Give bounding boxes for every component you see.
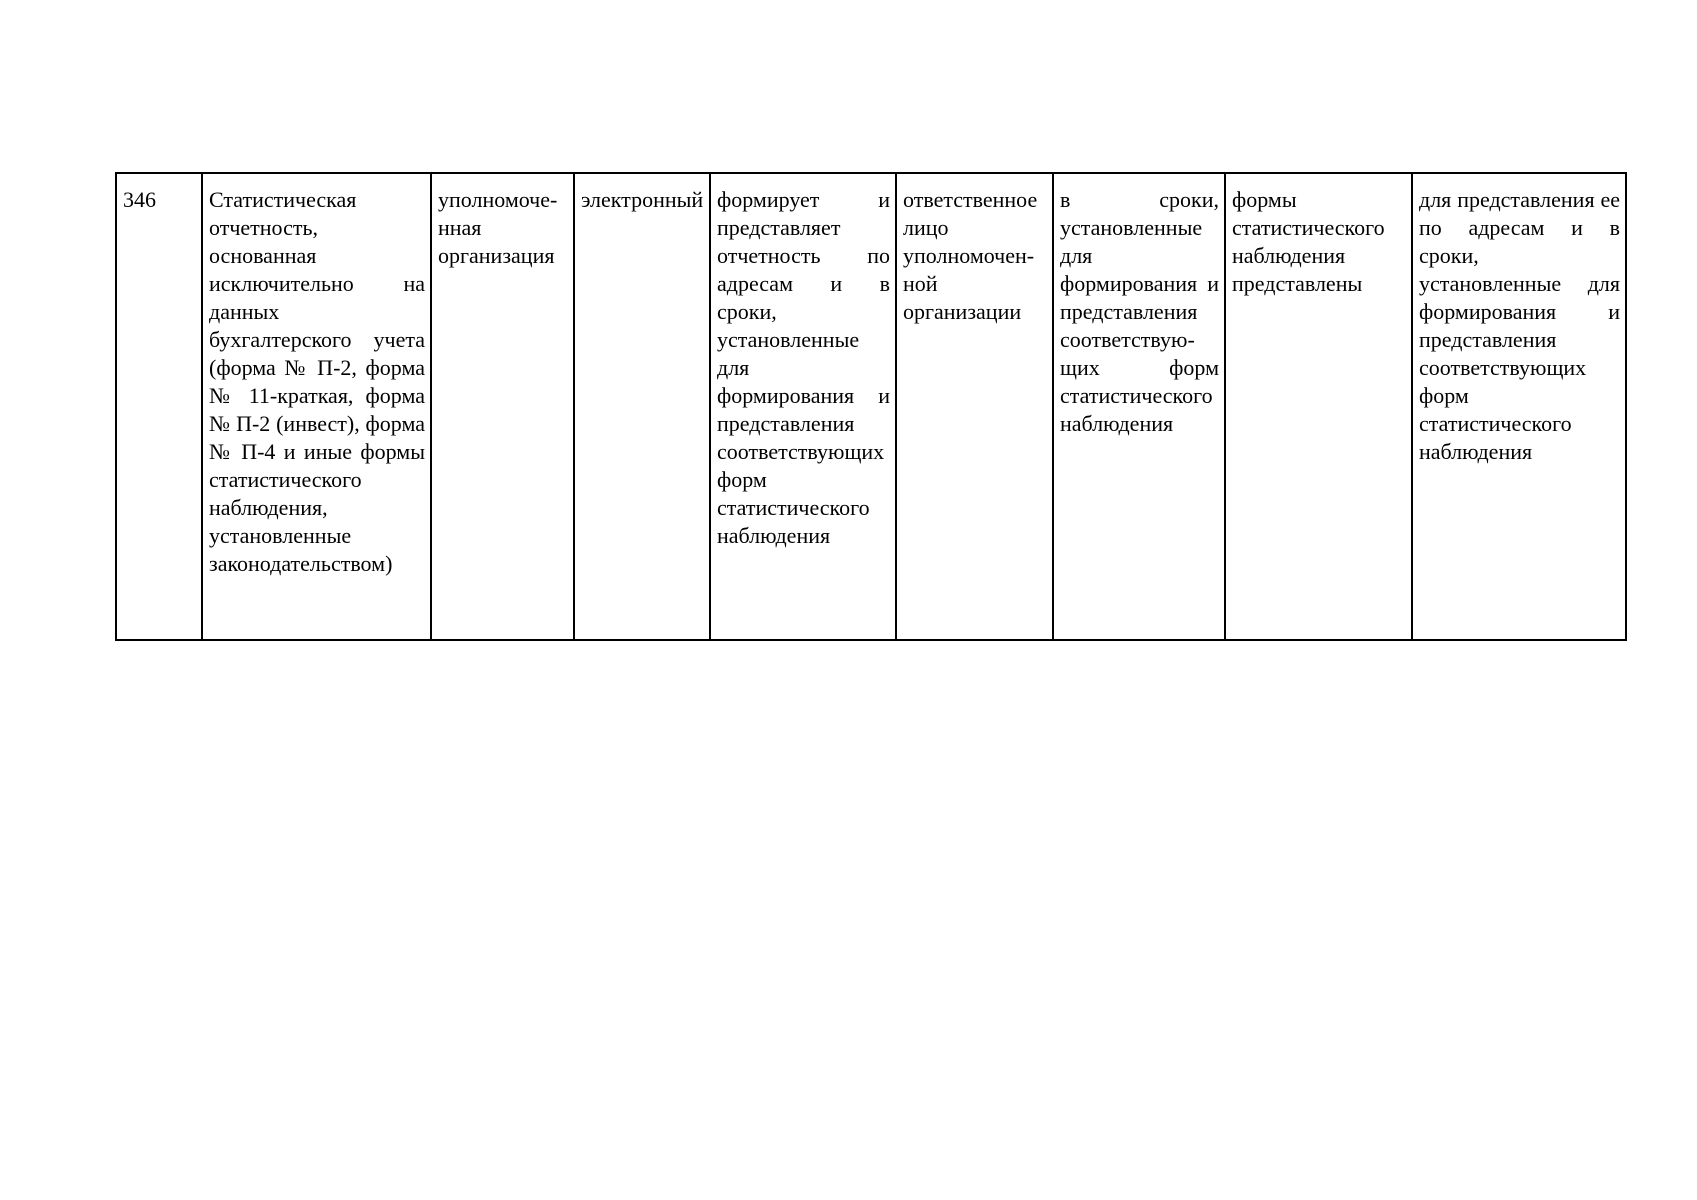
action-cell [710,173,896,640]
report-name-cell [202,173,431,640]
deadline-cell [1053,173,1225,640]
forms-cell [1225,173,1412,640]
responsible-text: ответственное лицо уполномоченной организации [903,187,1038,324]
action-text: формирует и представляет отчетность по адресам и в сроки, установленные для формирования и представления соответствующих форм статистического наблюдения [717,187,890,548]
table-row [116,173,1626,640]
format-cell [574,173,710,640]
purpose-cell [1412,173,1626,640]
deadline-text: в сроки, установленные для формирования и представления соответствующих форм статистического наблюдения [1060,187,1219,436]
row-number: 346 [123,187,156,212]
subject-text: уполномоченная организация [438,187,558,268]
responsible-cell [896,173,1053,640]
subject-cell [431,173,574,640]
reporting-table [115,172,1627,641]
row-number-cell [116,173,202,640]
forms-text: формы статистического наблюдения представлены [1232,187,1385,296]
purpose-text: для представления ее по адресам и в сроки, установленные для формирования и представления соответствующих форм статистического наблюдения [1419,187,1620,464]
report-name: Статистическая отчетность, основанная исключительно на данных бухгалтерского учета (форма № П-2, форма № 11-краткая, форма № П-2 (инвест), форма № П-4 и иные формы статистического наблюдения, установленные законодательством) [209,187,425,576]
format-text: электронный [581,187,704,212]
